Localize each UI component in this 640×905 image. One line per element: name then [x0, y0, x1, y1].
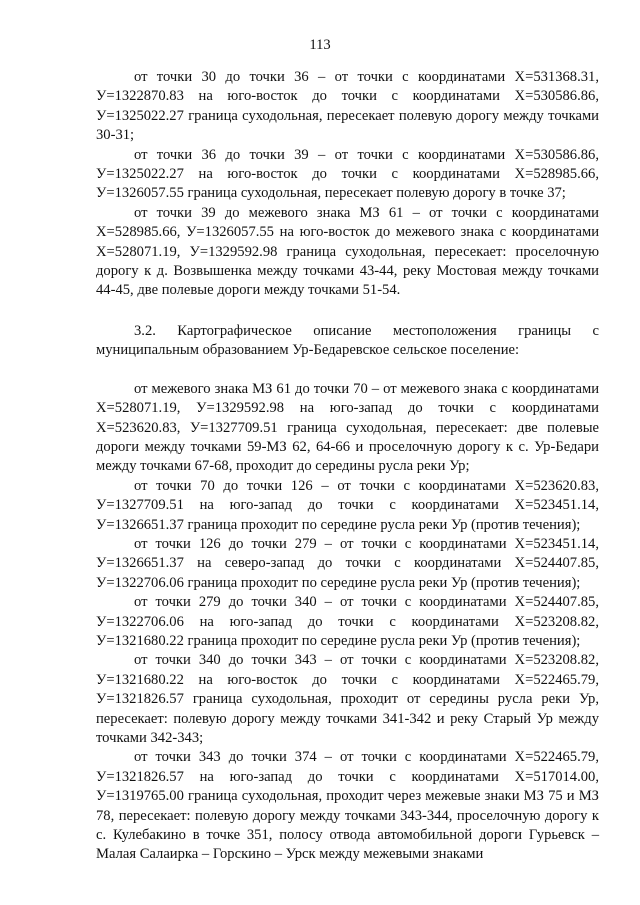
boundary-paragraph: от точки 279 до точки 340 – от точки с координатами Х=524407.85, У=1322706.06 на юго-запад до точки с координатами Х=523208.82, У=1321680.22 граница проходит по середине русла реки Ур (против течения);: [96, 594, 599, 649]
paragraph-spacer: [96, 361, 599, 380]
boundary-paragraph: от точки 36 до точки 39 – от точки с координатами Х=530586.86, У=1325022.27 на юго-восток до точки с координатами Х=528985.66, У=1326057.55 граница суходольная, пересекает полевую дорогу в точке 37;: [96, 146, 599, 202]
boundary-paragraph: от точки 340 до точки 343 – от точки с координатами Х=523208.82, У=1321680.22 на юго-восток до точки с координатами Х=522465.79, У=1321826.57 граница суходольная, проходит от середины русла реки Ур, пересекает: полевую дорогу между точками 341-342 и реку Старый Ур между точками 342-343;: [96, 652, 599, 746]
boundary-paragraph: от точки 126 до точки 279 – от точки с координатами Х=523451.14, У=1326651.37 на северо-запад до точки с координатами Х=524407.85, У=1322706.06 граница проходит по середине русла реки Ур (против течения);: [96, 535, 599, 591]
boundary-paragraph: от точки 30 до точки 36 – от точки с координатами Х=531368.31, У=1322870.83 на юго-восток до точки с координатами Х=530586.86, У=1325022.27 граница суходольная, пересекает полевую дорогу между точками 30-31;: [96, 69, 599, 144]
boundary-paragraph: от точки 70 до точки 126 – от точки с координатами Х=523620.83, У=1327709.51 на юго-запад до точки с координатами Х=523451.14, У=1326651.37 граница проходит по середине русла реки Ур (против течения);: [96, 477, 599, 533]
boundary-paragraph: от точки 39 до межевого знака МЗ 61 – от точки с координатами Х=528985.66, У=1326057.55 на юго-восток до межевого знака с координатами Х=528071.19, У=1329592.98 граница суходольная, пересекает: проселочную дорогу к д. Возвышенка между точками 43-44, реку Мостовая между точками 44-45, две полевые дороги между точками 51-54.: [96, 204, 599, 299]
document-body: [96, 68, 599, 865]
boundary-paragraph: от межевого знака МЗ 61 до точки 70 – от межевого знака с координатами Х=528071.19, У=1329592.98 на юго-запад до точки с координатами Х=523620.83, У=1327709.51 граница суходольная, пересекает: две полевые дороги между точками 59-МЗ 62, 64-66 и проселочную дорогу к с. Ур-Бедари между точками 67-68, проходит до середины русла реки Ур;: [96, 380, 599, 475]
section-heading: 3.2. Картографическое описание местоположения границы с муниципальным образованием Ур-Бедаревское сельское поселение:: [96, 322, 599, 359]
boundary-paragraph: от точки 343 до точки 374 – от точки с координатами Х=522465.79, У=1321826.57 на юго-запад до точки с координатами Х=517014.00, У=1319765.00 граница суходольная, проходит через межевые знаки МЗ 75 и МЗ 78, пересекает: полевую дорогу между точками 343-344, проселочную дорогу к с. Кулебакино в точке 351, полосу отвода автомобильной дороги Гурьевск – Малая Салаирка – Горскино – Урск между межевыми знаками: [96, 749, 599, 863]
page-number: 113: [309, 37, 331, 53]
paragraph-spacer: [96, 301, 599, 322]
